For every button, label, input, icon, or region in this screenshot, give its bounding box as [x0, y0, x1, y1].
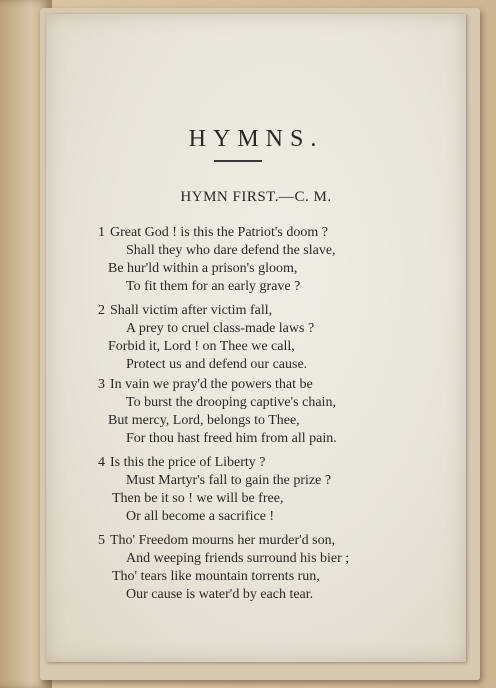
stanza-number: 4 [98, 455, 105, 470]
stanza-number: 2 [98, 303, 105, 318]
hymn-page [46, 14, 466, 662]
stanza-number: 1 [98, 225, 105, 240]
stanza-line: 4 Is this the price of Liberty ? [98, 455, 266, 470]
stanza-line: Then be it so ! we will be free, [112, 491, 284, 506]
stanza-number: 5 [98, 533, 105, 548]
title-rule [214, 160, 262, 162]
stanza-line: Tho' tears like mountain torrents run, [112, 569, 320, 584]
stanza-line: 3 In vain we pray'd the powers that be [98, 377, 313, 392]
stanza-line: Or all become a sacrifice ! [126, 509, 275, 524]
stanza-line: To fit them for an early grave ? [126, 279, 301, 294]
page-title: HYMNS. [188, 126, 324, 152]
stanza-line: 2 Shall victim after victim fall, [98, 303, 273, 318]
hymn-heading: HYMN FIRST.—C. M. [180, 189, 332, 205]
stanza-line: To burst the drooping captive's chain, [126, 395, 336, 410]
stanza-number: 3 [98, 377, 105, 392]
stanza-line: But mercy, Lord, belongs to Thee, [108, 413, 300, 428]
stanza-line: Protect us and defend our cause. [126, 357, 308, 372]
stanza-line: Shall they who dare defend the slave, [126, 243, 336, 258]
stanza-line: Must Martyr's fall to gain the prize ? [126, 473, 332, 488]
stanza-line: 1 Great God ! is this the Patriot's doom ? [98, 225, 328, 240]
stanza-line: 5 Tho' Freedom mourns her murder'd son, [98, 533, 336, 548]
stanza-line: Forbid it, Lord ! on Thee we call, [108, 339, 295, 354]
stanza-line: A prey to cruel class-made laws ? [126, 321, 315, 336]
stanza-line: Our cause is water'd by each tear. [126, 587, 314, 602]
stanza-line: And weeping friends surround his bier ; [126, 551, 350, 566]
stanza-line: For thou hast freed him from all pain. [126, 431, 337, 446]
stanza-line: Be hur'ld within a prison's gloom, [108, 261, 298, 276]
